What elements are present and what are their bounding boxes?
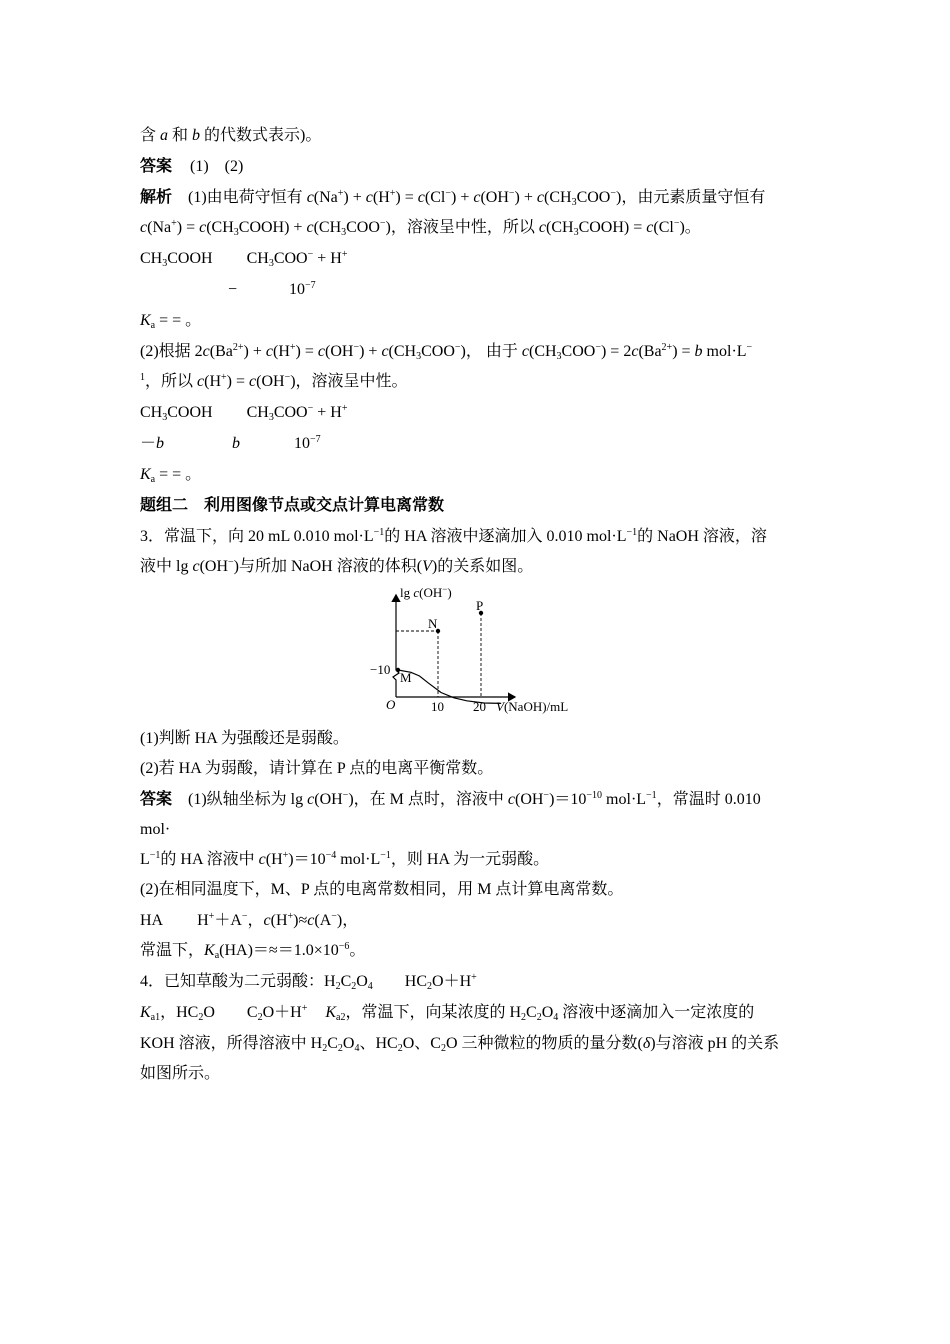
answer-3-line-5: HA H+＋A−，c(H+)≈c(A−)， xyxy=(140,911,359,929)
x-tick-20: 20 xyxy=(473,699,486,714)
point-m-label: M xyxy=(400,670,412,685)
question-4-line-2: $K_{a1}$，$HC_2O$ $C_2O+H^+$ $K_{a2}$，常温下，向某浓度的 $H_2C_2O_4$ 溶液中逐滴加入一定浓度的 xyxy=(140,1003,755,1023)
answer-3-line-3: $L^{-1}$的 HA 溶液中 $c(H^+)=10^{-4}$ $mol\cdot L^{-1}$，则 HA 为一元弱酸。 xyxy=(140,850,550,868)
x-axis-label: V(NaOH)/mL xyxy=(496,699,569,714)
equation-conc-line-2: －b b $10^{-7}$ xyxy=(140,434,321,452)
x-tick-10: 10 xyxy=(431,699,444,714)
ka-line-2: $K_a$ = = 。 xyxy=(140,466,202,485)
answer-3-line-6: 常温下，$K_a(HA)=\approx=1.0\times 10^{-6}$。 xyxy=(140,941,366,961)
answer-3-line-1: 答案 (1)纵轴坐标为 lg c(OH−)，在 M 点时，溶液中 $c(OH^-)=10^{-10}$ $mol\cdot L^{-1}$，常温时 0.010 xyxy=(140,790,761,808)
equation-line-1: $CH_3COOH$ $CH_3COO^- + H^+$ xyxy=(140,249,348,269)
y-tick-label: −10 xyxy=(370,662,391,677)
y-axis xyxy=(393,595,399,697)
origin-label: O xyxy=(386,697,396,712)
question-3-line-2: 液中 lg c(OH−)与所加 NaOH 溶液的体积(V)的关系如图。 xyxy=(140,557,534,575)
question-3-part-2: (2)若 HA 为弱酸，请计算在 P 点的电离平衡常数。 xyxy=(140,760,494,777)
question-3-line-1: 3．常温下，向 20 mL 0.010 $mol\cdot L^{-1}$的 HA 溶液中逐滴加入 0.010 $mol\cdot L^{-1}$的 NaOH 溶液，溶 xyxy=(140,527,767,545)
analysis-line-3: (2)根据 $2c(Ba^{2+}) + c(H^+) = c(OH^-) + c(CH_3COO^-)$， 由于 $c(CH_3COO^-) = 2c(Ba^{2+}) = b$ mol·L− xyxy=(140,342,753,362)
equation-line-2: $CH_3COOH$ $CH_3COO^- + H^+$ xyxy=(140,403,348,423)
question-4-line-3: KOH 溶液，所得溶液中 $H_2C_2O_4$、$HC_2O$、$C_2O$ 三种微粒的物质的量分数(δ)与溶液 pH 的关系 xyxy=(140,1035,780,1054)
titration-chart xyxy=(360,580,600,720)
answer-line: 答案 (1) (2) xyxy=(140,158,244,175)
text-line-1: 含 a 和 b 的代数式表示)。 xyxy=(140,127,322,144)
question-4-line-4: 如图所示。 xyxy=(140,1065,221,1082)
section-heading: 题组二 利用图像节点或交点计算电离常数 xyxy=(140,497,445,514)
question-4-line-1: 4．已知草酸为二元弱酸：$H_2C_2O_4$ $HC_2O+H^+$ xyxy=(140,972,477,992)
analysis-line-1: 解析 (1)由电荷守恒有 $c(Na^+) + c(H^+) = c(Cl^-) + c(OH^-) + c(CH_3COO^-)$，由元素质量守恒有 xyxy=(140,188,766,208)
question-3-part-1: (1)判断 HA 为强酸还是弱酸。 xyxy=(140,730,349,747)
answer-3-line-4: (2)在相同温度下，M、P 点的电离常数相同，用 M 点计算电离常数。 xyxy=(140,881,624,898)
ka-line-1: $K_a$ = = 。 xyxy=(140,312,202,331)
analysis-line-2: $c(Na^+) = c(CH_3COOH) + c(CH_3COO^-)$，溶液呈中性，所以 $c(CH_3COOH) = c(Cl^-)$。 xyxy=(140,218,701,238)
point-p-label: P xyxy=(476,598,484,613)
analysis-line-4: $^1$，所以 c(H+) = c(OH−)，溶液呈中性。 xyxy=(140,372,408,390)
equation-conc-line-1: − $10^{-7}$ xyxy=(228,280,316,298)
y-axis-label: lg c(OH−) xyxy=(400,584,452,600)
point-n-label: N xyxy=(428,616,438,631)
answer-3-line-2: mol· xyxy=(140,821,171,838)
